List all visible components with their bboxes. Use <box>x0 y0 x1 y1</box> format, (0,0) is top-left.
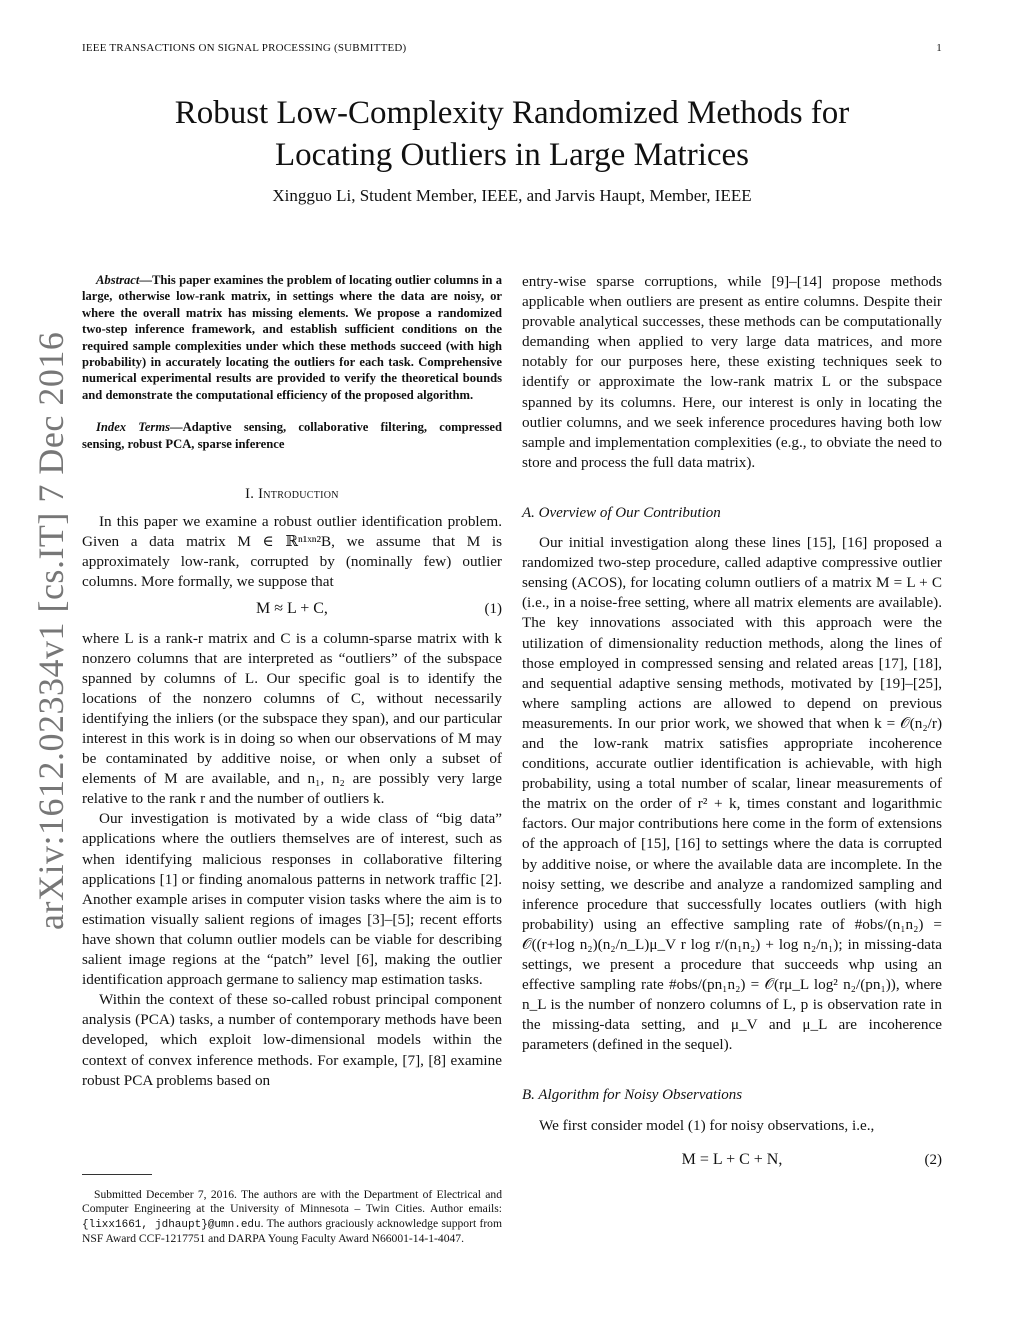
arxiv-stamp: arXiv:1612.02334v1 [cs.IT] 7 Dec 2016 <box>31 331 71 930</box>
intro-paragraph-2: where L is a rank-r matrix and C is a column-sparse matrix with k nonzero columns that are interpreted as “outliers” of the subspace spanned by columns of L. Our specific goal is to identify the locations of the nonzero columns of C, without necessarily identifying the inliers (or the subspace they span), and our particular interest in this work is in doing so when our observations of M may be contaminated by additive noise, or when only a subset of elements of M are available, and n₁, n₂ are possibly very large relative to the rank r and the number of outliers k. <box>82 629 502 808</box>
index-terms-label: Index Terms <box>96 420 171 435</box>
abstract-text: —This paper examines the problem of locating outlier columns in a large, otherwise low-rank matrix, in settings where the data are noisy, or where the overall matrix has missing elements. We propose a randomized two-step inference framework, and establish sufficient conditions on the required sample complexities under which these methods succeed (with high probability) in accurately locating the outliers for each task. Comprehensive numerical experimental results are provided to verify the theoretical bounds and demonstrate the computational efficiency of the proposed algorithm. <box>82 273 502 402</box>
journal-name: IEEE TRANSACTIONS ON SIGNAL PROCESSING (SUBMITTED) <box>82 42 407 54</box>
footnote <box>82 1188 502 1246</box>
equation-2-tag: (2) <box>924 1151 942 1168</box>
abstract-label: Abstract <box>96 273 140 287</box>
paper-title <box>0 92 1024 176</box>
subsection-heading-a: A. Overview of Our Contribution <box>522 504 721 521</box>
section-numeral: I. <box>245 486 259 503</box>
equation-1-tag: (1) <box>484 600 502 617</box>
title-line-1: Robust Low-Complexity Randomized Methods for <box>174 95 850 131</box>
index-terms-text: —Adaptive sensing, collaborative filtering, compressed sensing, robust PCA, sparse inference <box>82 420 502 451</box>
intro-paragraph-1: In this paper we examine a robust outlier identification problem. Given a data matrix M ∈ ℝⁿ¹ˣⁿ²B, we assume that M is approximately low-rank, corrupted by (nominally few) outlier columns. More formally, we suppose that <box>82 513 502 591</box>
footnote-rule <box>82 1174 152 1175</box>
intro-paragraph-4: Within the context of these so-called robust principal component analysis (PCA) tasks, a number of contemporary methods have been developed, which exploit low-dimensional models within the context of convex inference methods. For example, [7], [8] examine robust PCA problems based on <box>82 991 502 1089</box>
equation-1 <box>82 599 502 623</box>
footnote-line-1: Submitted December 7, 2016. The authors are with the Department of Electrical and Computer Engineering at the University of Minnesota – Twin Cities. Author emails: <box>82 1188 502 1216</box>
section-title: Introduction <box>258 486 339 503</box>
subsection-a-paragraph: Our initial investigation along these lines [15], [16] proposed a randomized two-step procedure, called adaptive compressive outlier sensing (ACOS), for locating column outliers of a matrix M = L + C (i.e., in a noise-free setting, where all matrix elements are available). The key innovations associated with this approach were the utilization of dimensionality reduction methods, along the lines of those employed in compressed sensing and related areas [17], [18], and sequential adaptive sensing methods, motivated by [19]–[25], where sampling actions are allowed to depend on previous measurements. In our prior work, we showed that when k = 𝒪(n₂/r) and the low-rank matrix satisfies appropriate incoherence conditions, accurate outlier identification is achievable, with high probability, using a total number of scalar, linear measurements of the matrix on the order of r² + k, times constant and logarithmic factors. Our major contributions here come in the form of extensions of the approach of [15], [16] to settings where the data is corrupted by additive noise, or where the available data are incomplete. In the noisy setting, we describe and analyze a randomized sampling and inference procedure that successfully locates outliers (with high probability) using an effective sampling rate of #obs/(n₁n₂) = 𝒪((r+log n₂)(n₂/n_L)μ_V r log r/(n₁n₂) + log n₂/n₁); in missing-data settings, we present a procedure that succeeds whp using an effective sampling rate #obs/(pn₁n₂) = 𝒪(rμ_L log² n₂/(pn₁)), where n_L is the number of nonzero columns of L, p is observation rate in the missing-data setting, and μ_V and μ_L are incoherence parameters (defined in the sequel). <box>522 534 942 1054</box>
equation-2-body: M = L + C + N, <box>681 1150 783 1168</box>
abstract <box>82 272 502 403</box>
equation-1-body: M ≈ L + C, <box>256 599 328 617</box>
index-terms <box>82 419 502 452</box>
page-number: 1 <box>936 42 942 54</box>
title-line-2: Locating Outliers in Large Matrices <box>274 137 750 173</box>
section-heading-introduction <box>82 484 502 504</box>
footnote-line-2: . The authors graciously acknowledge support from NSF Award CCF-1217751 and DARPA Young Faculty Award N66001-14-1-4047. <box>82 1216 502 1245</box>
author-line: Xingguo Li, Student Member, IEEE, and Jarvis Haupt, Member, IEEE <box>272 186 752 205</box>
equation-2 <box>522 1150 942 1174</box>
intro-paragraph-3: Our investigation is motivated by a wide class of “big data” applications where the outliers themselves are of interest, such as when identifying malicious responses in collaborative filtering applications [1] or finding anomalous patterns in network traffic [2]. Another example arises in computer vision tasks where the aim is to estimation visually salient regions of images [3]–[5]; recent efforts have shown that column outlier models can be viable for describing salient image regions at the “patch” level [6], making the outlier identification approach germane to saliency map estimation tasks. <box>82 810 502 989</box>
subsection-heading-b: B. Algorithm for Noisy Observations <box>522 1087 743 1104</box>
subsection-b-paragraph: We first consider model (1) for noisy observations, i.e., <box>539 1116 875 1134</box>
right-column <box>522 272 942 1180</box>
footnote-emails: {lixx1661, jdhaupt}@umn.edu <box>82 1218 261 1231</box>
running-head <box>82 42 942 54</box>
left-column <box>82 272 502 1091</box>
right-paragraph-continued: entry-wise sparse corruptions, while [9]–[14] propose methods applicable when outliers are present as entire columns. Despite their provable analytical successes, these methods can be computationally demanding when applied to very large data matrices, and more notably for our purposes here, these existing techniques seek to identify or approximate the low-rank matrix L or the subspace spanned by its columns. Here, our interest is only in locating the outlier columns, and we seek inference procedures having both low sample and implementation complexities (e.g., to obviate the need to store and process the full data matrix). <box>522 273 942 471</box>
